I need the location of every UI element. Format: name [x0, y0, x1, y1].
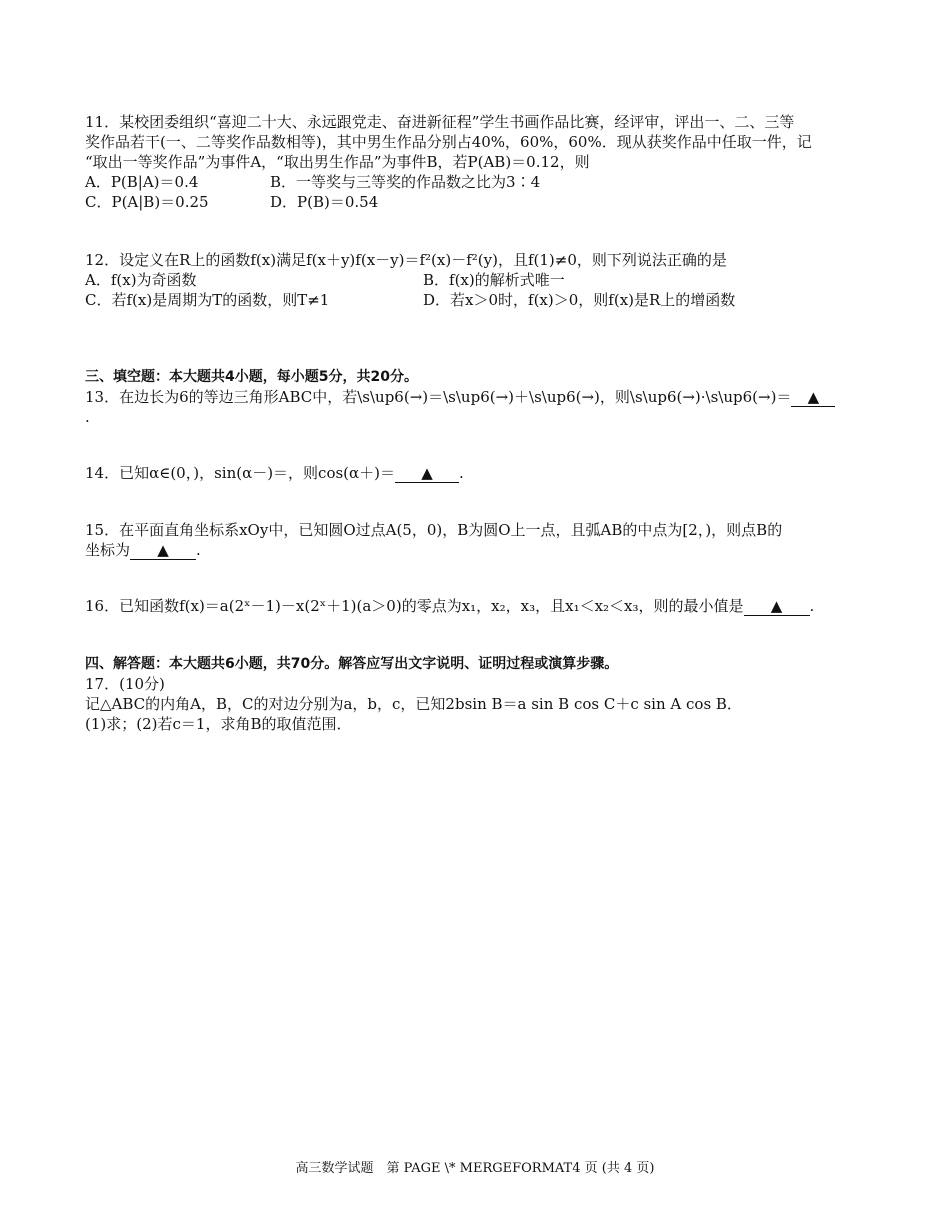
q15-line2	[85, 540, 870, 560]
q11-option-a: A．P(B|A)＝0.4	[85, 173, 199, 191]
section-4-heading: 四、解答题：本大题共6小题，共70分。解答应写出文字说明、证明过程或演算步骤。	[85, 656, 619, 672]
q11-option-d: D．P(B)＝0.54	[270, 193, 379, 211]
q15-line1: 15．在平面直角坐标系xOy中，已知圆O过点A(5，0)，B为圆O上一点，且弧AB的中点为[2，)，则点B的	[85, 521, 783, 539]
q11-options-row	[85, 192, 870, 212]
q12-option-a: A．f(x)为奇函数	[85, 271, 197, 289]
answer-blank	[744, 598, 810, 616]
q13-tail: .	[85, 408, 90, 426]
q11-stem-line: 11．某校团委组织“喜迎二十大、永远跟党走、奋进新征程”学生书画作品比赛，经评审，评出一、二、三等	[85, 113, 795, 131]
q11-option-c: C．P(A|B)＝0.25	[85, 193, 209, 211]
q14-text: 14．已知α∈(0，)，sin(α－)＝，则cos(α＋)＝	[85, 464, 396, 482]
question-14	[85, 463, 870, 483]
q13-text: 13．在边长为6的等边三角形ABC中，若\s\up6(→)＝\s\up6(→)＋\s\up6(→)，则\s\up6(→)·\s\up6(→)＝	[85, 388, 792, 406]
question-15	[85, 520, 870, 560]
q13-line	[85, 387, 870, 407]
section-3-heading: 三、填空题：本大题共4小题，每小题5分，共20分。	[85, 369, 418, 385]
question-16	[85, 596, 870, 616]
question-17	[85, 674, 870, 734]
question-13	[85, 387, 870, 427]
q15-tail: .	[196, 541, 201, 559]
answer-blank	[791, 389, 835, 407]
q17-line2: (1)求；(2)若c＝1，求角B的取值范围．	[85, 715, 352, 733]
triangle-mark-icon: ▲	[157, 541, 169, 559]
q11-option-b: B．一等奖与三等奖的作品数之比为3∶4	[270, 173, 541, 191]
question-12	[85, 250, 870, 310]
q17-head: 17．(10分)	[85, 675, 165, 693]
q12-option-c: C．若f(x)是周期为T的函数，则T≠1	[85, 291, 330, 309]
q17-line1: 记△ABC的内角A，B，C的对边分别为a，b，c，已知2bsin B＝a sin B cos C＋c sin A cos B．	[85, 695, 742, 713]
q12-options-row	[85, 270, 870, 290]
q11-stem-line: “取出一等奖作品”为事件A，“取出男生作品”为事件B，若P(AB)＝0.12，则	[85, 153, 590, 171]
q12-option-d: D．若x＞0时，f(x)＞0，则f(x)是R上的增函数	[423, 291, 736, 309]
q15-line2-text: 坐标为	[85, 541, 131, 559]
q12-option-b: B．f(x)的解析式唯一	[423, 271, 565, 289]
q16-tail: .	[809, 597, 815, 615]
answer-blank	[130, 542, 196, 560]
answer-blank	[395, 465, 459, 483]
question-11	[85, 112, 870, 212]
q14-tail: .	[459, 464, 464, 482]
triangle-mark-icon: ▲	[421, 464, 433, 482]
triangle-mark-icon: ▲	[770, 597, 783, 615]
q11-options-row	[85, 172, 870, 192]
q14-line	[85, 463, 870, 483]
q12-stem: 12．设定义在R上的函数f(x)满足f(x＋y)f(x－y)＝f²(x)－f²(y)，且f(1)≠0，则下列说法正确的是	[85, 251, 727, 269]
q12-options-row	[85, 290, 870, 310]
q11-stem-line: 奖作品若干(一、二等奖作品数相等)，其中男生作品分别占40%，60%，60%．现从获奖作品中任取一件，记	[85, 133, 812, 151]
q16-line	[85, 596, 870, 616]
triangle-mark-icon: ▲	[807, 388, 820, 406]
q16-text: 16．已知函数f(x)＝a(2ˣ－1)－x(2ˣ＋1)(a＞0)的零点为x₁，x₂，x₃，且x₁＜x₂＜x₃，则的最小值是	[85, 597, 744, 615]
page-footer: 高三数学试题 第 PAGE \* MERGEFORMAT4 页 (共 4 页)	[295, 1161, 655, 1176]
